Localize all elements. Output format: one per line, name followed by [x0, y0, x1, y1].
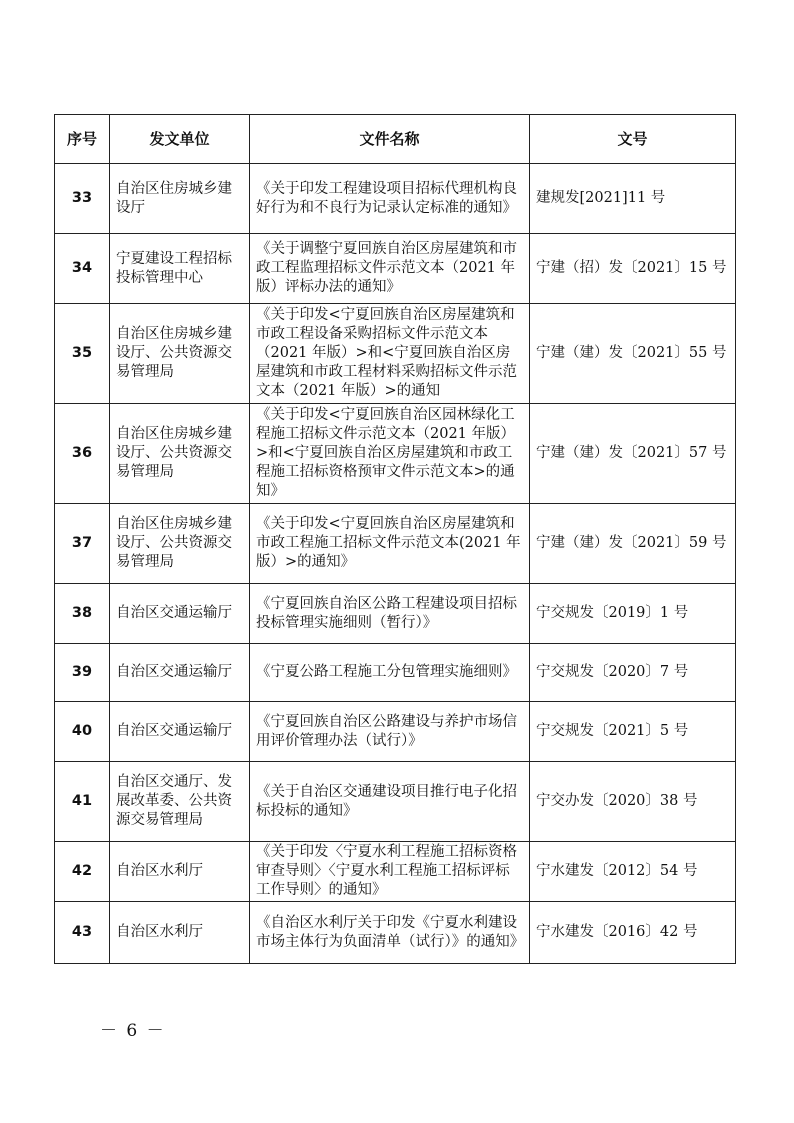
row-name: 《宁夏公路工程施工分包管理实施细则》 — [250, 644, 530, 702]
row-unit: 自治区交通运输厅 — [110, 584, 250, 644]
row-unit: 自治区水利厅 — [110, 842, 250, 902]
row-num: 宁交办发〔2020〕38 号 — [530, 762, 736, 842]
row-num: 宁交规发〔2020〕7 号 — [530, 644, 736, 702]
row-num: 宁建（建）发〔2021〕59 号 — [530, 504, 736, 584]
row-seq: 37 — [55, 504, 110, 584]
row-unit: 宁夏建设工程招标投标管理中心 — [110, 234, 250, 304]
row-num: 宁交规发〔2021〕5 号 — [530, 702, 736, 762]
table-row — [55, 164, 736, 234]
table-row — [55, 762, 736, 842]
row-name: 《关于印发<宁夏回族自治区房屋建筑和市政工程施工招标文件示范文本(2021 年版）>的通知》 — [250, 504, 530, 584]
document-table — [54, 114, 736, 964]
header-seq: 序号 — [55, 115, 110, 164]
header-unit: 发文单位 — [110, 115, 250, 164]
row-seq: 33 — [55, 164, 110, 234]
row-seq: 42 — [55, 842, 110, 902]
row-num: 宁交规发〔2019〕1 号 — [530, 584, 736, 644]
row-name: 《关于印发工程建设项目招标代理机构良好行为和不良行为记录认定标准的通知》 — [250, 164, 530, 234]
row-num: 宁建（建）发〔2021〕57 号 — [530, 404, 736, 504]
row-seq: 38 — [55, 584, 110, 644]
row-name: 《关于印发<宁夏回族自治区房屋建筑和市政工程设备采购招标文件示范文本（2021 年版）>和<宁夏回族自治区房屋建筑和市政工程材料采购招标文件示范文本（2021 年版）>的通知 — [250, 304, 530, 404]
row-unit: 自治区住房城乡建设厅、公共资源交易管理局 — [110, 504, 250, 584]
row-unit: 自治区交通运输厅 — [110, 702, 250, 762]
row-name: 《关于印发〈宁夏水利工程施工招标资格审查导则〉〈宁夏水利工程施工招标评标工作导则〉的通知》 — [250, 842, 530, 902]
row-num: 宁建（招）发〔2021〕15 号 — [530, 234, 736, 304]
row-name: 《关于印发<宁夏回族自治区园林绿化工程施工招标文件示范文本（2021 年版）>和<宁夏回族自治区房屋建筑和市政工程施工招标资格预审文件示范文本>的通知》 — [250, 404, 530, 504]
header-num: 文号 — [530, 115, 736, 164]
row-num: 宁水建发〔2012〕54 号 — [530, 842, 736, 902]
row-seq: 34 — [55, 234, 110, 304]
row-seq: 43 — [55, 902, 110, 964]
row-unit: 自治区住房城乡建设厅、公共资源交易管理局 — [110, 304, 250, 404]
header-name: 文件名称 — [250, 115, 530, 164]
row-unit: 自治区交通运输厅 — [110, 644, 250, 702]
row-seq: 39 — [55, 644, 110, 702]
table-row — [55, 842, 736, 902]
row-seq: 41 — [55, 762, 110, 842]
row-num: 宁建（建）发〔2021〕55 号 — [530, 304, 736, 404]
page-number: － 6 － — [100, 1021, 166, 1041]
table-row — [55, 584, 736, 644]
row-unit: 自治区住房城乡建设厅、公共资源交易管理局 — [110, 404, 250, 504]
table-header-row — [55, 115, 736, 164]
row-name: 《自治区水利厅关于印发《宁夏水利建设市场主体行为负面清单（试行）》的通知》 — [250, 902, 530, 964]
row-name: 《宁夏回族自治区公路建设与养护市场信用评价管理办法（试行）》 — [250, 702, 530, 762]
table-row — [55, 504, 736, 584]
table-row — [55, 902, 736, 964]
row-name: 《关于自治区交通建设项目推行电子化招标投标的通知》 — [250, 762, 530, 842]
table-row — [55, 234, 736, 304]
row-seq: 36 — [55, 404, 110, 504]
table-row — [55, 304, 736, 404]
table-row — [55, 702, 736, 762]
table-row — [55, 644, 736, 702]
row-unit: 自治区交通厅、发展改革委、公共资源交易管理局 — [110, 762, 250, 842]
row-seq: 35 — [55, 304, 110, 404]
row-unit: 自治区住房城乡建设厅 — [110, 164, 250, 234]
row-unit: 自治区水利厅 — [110, 902, 250, 964]
row-num: 宁水建发〔2016〕42 号 — [530, 902, 736, 964]
row-name: 《关于调整宁夏回族自治区房屋建筑和市政工程监理招标文件示范文本（2021 年版）评标办法的通知》 — [250, 234, 530, 304]
row-name: 《宁夏回族自治区公路工程建设项目招标投标管理实施细则（暂行）》 — [250, 584, 530, 644]
table-row — [55, 404, 736, 504]
row-num: 建规发[2021]11 号 — [530, 164, 736, 234]
row-seq: 40 — [55, 702, 110, 762]
